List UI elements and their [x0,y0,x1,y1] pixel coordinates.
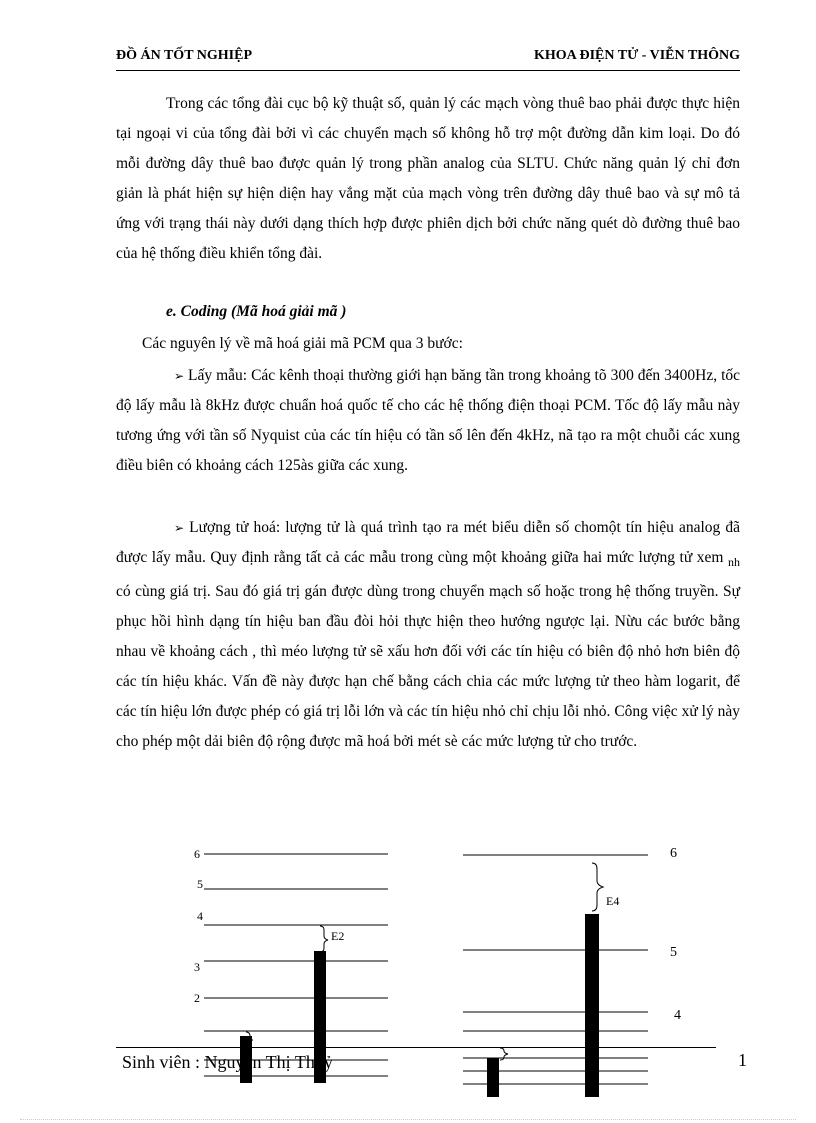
coding-intro: Các nguyên lý về mã hoá giải mã PCM qua 3 bước: [142,335,463,352]
right-sample-bar-tall [585,914,599,1097]
left-error-brace-e2 [320,926,328,952]
right-diagram [463,855,648,1084]
right-error-brace-e4 [592,863,603,911]
footer-student: Sinh viên : Nguyễn Thị Thuỷ [122,1052,333,1072]
left-level-label-2: 2 [194,991,200,1005]
bullet-quantization-text-b: có cùng giá trị. Sau đó giá trị gán được dùng trong chuyển mạch số hoặc trong hệ thống truyền. Sự phục hồi hình dạng tín hiệu ban đầu đòi hỏi thực hiện theo hướng ngược lại. Nừu các bước bằng nhau về khoảng cách , thì méo lượng tử sẽ xấu hơn đối với các tín hiệu có biên độ nhỏ hơn biên độ các tín hiệu khác. Vấn đề này được hạn chế bằng cách chia các mức lượng tử theo hàm logarit, để các tín hiệu lớn được phép có giá trị lỗi lớn và các tín hiệu nhỏ chỉ chịu lỗi nhỏ. Công việc xử lý này cho phép một dải biên độ rộng được mã hoá bởi mét sè các mức lượng tử cho trước. [116,583,740,751]
page-number: 1 [738,1050,747,1070]
left-error-label: E2 [331,929,345,943]
right-level-label-5: 5 [670,945,677,960]
paragraph-subscriber-loop: Trong các tổng đài cục bộ kỹ thuật số, quản lý các mạch vòng thuê bao phải được thực hiện tại ngoại vi của tổng đài bởi vì các chuyển mạch số không hỗ trợ một đường dẫn kim loại. Do đó mỗi đường dây thuê bao được quản lý trong phần analog của SLTU. Chức năng quản lý chỉ đơn giản là phát hiện sự hiện diện hay vắng mặt của mạch vòng trên đường dây thuê bao và sự mô tả ứng với trạng thái này dưới dạng thích hợp được phiên dịch bởi chức năng quét dò đường thuê bao của hệ thống điều khiển tổng đài. [116,95,740,262]
bullet-arrow-icon: ➢ [174,521,185,535]
header-right-title: KHOA ĐIỆN TỬ - VIỄN THÔNG [533,48,740,63]
header-left-title: ĐỒ ÁN TỐT NGHIỆP [116,48,253,63]
footer-rule [116,1047,716,1048]
left-level-label-3: 3 [194,960,200,974]
bullet-sampling-text: Lấy mẫu: Các kênh thoại thường giới hạn băng tần trong khoảng tõ 300 đến 3400Hz, tốc độ lấy mẫu là 8kHz được chuẩn hoá quốc tế cho các hệ thống điện thoại PCM. Tốc độ lấy mẫu này tương ứng với tần số Nyquist của các tín hiệu có tần số lên đến 4kHz, nã tạo ra một chuỗi các xung điều biên có khoảng cách 125às giữa các xung. [116,367,741,474]
left-level-label-6: 6 [194,847,200,861]
page-bottom-edge [20,1119,796,1120]
section-title-coding: e. Coding (Mã hoá giải mã ) [166,303,347,320]
bullet-quantization-subscript: nh [728,555,740,570]
right-level-label-6: 6 [670,846,677,861]
right-error-label: E4 [606,894,620,908]
bullet-quantization-text-a: Lượng tử hoá: lượng tử là quá trình tạo ra mét biểu diễn số chomột tín hiệu analog đã được lấy mẫu. Quy định rằng tất cả các mẫu trong cùng một khoảng giữa hai mức lượng tử xem [116,519,740,566]
left-level-label-5: 5 [197,877,203,891]
left-level-label-4: 4 [197,909,203,923]
right-sample-bar-short [487,1058,499,1097]
bullet-arrow-icon: ➢ [174,369,185,383]
right-level-label-4: 4 [674,1008,681,1023]
left-diagram [204,854,388,1076]
